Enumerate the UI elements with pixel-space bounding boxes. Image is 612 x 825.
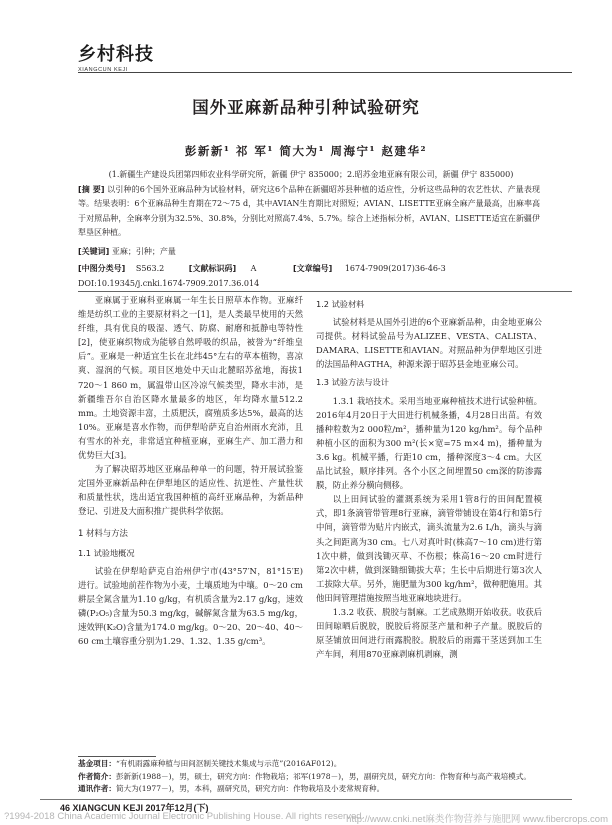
section-1-3-1-paragraph: 1.3.1 栽培技术。采用当地亚麻种植技术进行试验种植。2016年4月20日于大田进行机械条播，4月28日出苗。有效播种粒数为2 000粒/m²，播种量为120 kg/hm²。每个品种种植小区的面积为300 m²(长×宽=75 m×4 m)，播种量为3.6 kg。机械平播，行距10 cm，播种深度3～4 cm。大区品比试验，顺序排列。各个小区之间埋置50 cm深的防渗露膜，防止养分横向侧移。: [316, 395, 542, 491]
classification-line: [78, 262, 540, 276]
section-1-2-paragraph: 试验材料是从国外引进的6个亚麻新品种，由金地亚麻公司提供。材料试验品号为ALIZEE、VESTA、CALISTA、DAMARA、LISETTE和AVIAN。对照品种为伊犁地区引进的法国品种AGTHA，种源来源于昭苏县金地亚麻公司。: [316, 317, 542, 370]
funding-text: “有机雨露麻种植与田间沤制关键技术集成与示范”(2016AF012)。: [115, 759, 342, 768]
clc-value: S563.2: [135, 264, 165, 273]
doc-code-value: A: [250, 264, 257, 273]
abstract-text: 以引种的6个国外亚麻品种为试验材料，研究这6个品种在新疆昭苏县种植的适应性，分析这些品种的农艺性状、产量表现等。结果表明：6个亚麻品种生育期在72～75 d，其中AVIAN生育期比对照短；AVIAN、LISETTE亚麻全麻产量最高，出麻率高于对照品种，全麻率分别为32.5%、30.8%，分别比对照高7.4%、5.7%。综合上述指标分析，AVIAN、LISETTE适宜在新疆伊犁垦区种植。: [78, 185, 540, 237]
section-divider: [78, 291, 572, 292]
page-footer: 46 XIANGCUN KEJI 2017年12月(下): [60, 803, 209, 813]
funding-label: 基金项目：: [78, 759, 116, 768]
section-heading-1: 1 材料与方法: [78, 527, 128, 538]
keywords: [78, 245, 540, 259]
footnotes: [78, 758, 542, 796]
section-heading-1-3: 1.3 试验方法与设计: [316, 377, 389, 388]
intro-paragraph-1: 亚麻属于亚麻科亚麻属一年生长日照草本作物。亚麻纤维是纺织工业的主要原材料之一[1]，是人类最早使用的天然纤维，具有优良的吸湿、透气、防腐、耐磨和抵静电等特性[2]，使亚麻织物成为能够自然呼吸的织品，被誉为“纤维皇后”。亚麻是一种适宜生长在北纬45°左右的草本植物，喜凉爽、湿润的气候。项目区地处中天山北麓昭苏盆地，海拔1 720～1 860 m，属温带山区冷凉气候类型，降水丰沛，是新疆维吾尔自治区降水量最多的地区，年均降水量512.2 mm。土地资源丰富，土质肥沃，腐殖质多达5%，最高的达10%。亚麻是喜水作物，而伊犁哈萨克自治州雨水充沛，且有雪水的补充，非常适宜种植亚麻，亚麻生产、加工潜力和优势巨大[3]。: [78, 295, 303, 461]
corresponding-author-note: [78, 783, 542, 796]
clc-label: [中图分类号]: [78, 264, 126, 273]
watermark-text: http://www.cnki.net麻类作物营养与施肥网 www.fibercrops.com: [346, 814, 608, 825]
copyright-notice: ?1994-2018 China Academic Journal Electronic Publishing House. All rights reserved.: [4, 811, 365, 822]
article-title: 国外亚麻新品种引种试验研究: [192, 98, 420, 117]
abstract: [78, 183, 540, 240]
doc-code-label: [文献标识码]: [188, 264, 237, 273]
section-1-3-1-paragraph-b: 以上田间试验的灌溉系统为采用1管8行的田间配置模式，即1条滴管带管理8行亚麻，滴管带铺设在第4行和第5行中间，滴管带为贴片内嵌式，滴头流量为2.6 L/h，滴头与滴头之间距离为30 cm。七八对真叶时(株高7～10 cm)进行第1次中耕，做到浅锄灭草、不伤根；株高16～20 cm时进行第2次中耕，做到深锄细锄拔大草；生长中后期进行第3次人工拔除大草。另外，施肥量为300 kg/hm²，做种肥施用。其他田间管理措施按照当地亚麻地块进行。: [316, 494, 542, 603]
footnote-rule: [78, 756, 156, 757]
keywords-label: [关键词]: [78, 247, 110, 256]
intro-paragraph-2: 为了解决昭苏地区亚麻品种单一的问题，特开展试验鉴定国外亚麻新品种在伊犁地区的适应性、抗逆性、产量性状和质量性状，选出适宜我国种植的高纤亚麻品种，为新品种登记、引进及大面积推广提供科学依据。: [78, 464, 303, 517]
footer-rule: [40, 799, 572, 800]
abstract-label: [摘 要]: [78, 185, 105, 194]
section-1-1-paragraph: 试验在伊犁哈萨克自治州伊宁市(43°57′N，81°15′E)进行。试验地前茬作物为小麦，土壤质地为中壤。0～20 cm耕层全氮含量为1.10 g/kg，有机质含量为2.17 g/kg，速效磷(P₂O₅)含量为50.3 mg/kg，碱解氮含量为63.5 mg/kg，速效钾(K₂O)含量为174.0 mg/kg。0～20、20～40、40～60 cm土壤容重分别为1.29、1.32、1.35 g/cm³。: [78, 565, 303, 647]
section-heading-1-2: 1.2 试验材料: [316, 299, 365, 309]
corresponding-text: 简大为(1977－)，男，本科，副研究员，研究方向：作物栽培及小麦常规育种。: [115, 784, 385, 794]
funding-note: [78, 758, 542, 771]
author-list: 彭新新¹ 祁 军¹ 简大为¹ 周海宁¹ 赵建华²: [184, 144, 428, 158]
affiliation: (1.新疆生产建设兵团第四师农业科学研究所，新疆 伊宁 835000；2.昭苏金地亚麻有限公司，新疆 伊宁 835000): [108, 170, 514, 179]
logo-subtitle: XIANGCUN KEJI: [78, 67, 128, 73]
author-bio-text: 彭新新(1988－)，男，硕士，研究方向：作物栽培；祁军(1978－)，男，副研究员，研究方向：作物育种与高产栽培模式。: [115, 771, 531, 781]
keywords-text: 亚麻；引种；产量: [111, 247, 176, 256]
article-number-label: [文章编号]: [292, 264, 333, 273]
header-rule: [78, 72, 572, 73]
author-bio-note: [78, 771, 542, 784]
logo-text: 乡村科技: [78, 44, 154, 65]
section-1-3-2-paragraph: 1.3.2 收获、脱胶与制麻。工艺成熟期开始收获。收获后田间晾晒后脱胶，脱胶后将原茎产量和种子产量。脱胶后的原茎铺放田间进行雨露脱胶。脱胶后的雨露干茎送到加工生产车间，利用870亚麻剥麻机剥麻，测: [316, 606, 542, 660]
left-column: [78, 293, 303, 648]
corresponding-label: 通讯作者：: [78, 784, 116, 794]
right-column: [316, 293, 542, 661]
article-number-value: 1674-7909(2017)36-46-3: [344, 264, 446, 273]
doi: DOI:10.19345/j.cnki.1674-7909.2017.36.014: [78, 279, 260, 288]
journal-logo: [78, 40, 158, 76]
author-bio-label: 作者简介：: [78, 771, 116, 781]
section-heading-1-1: 1.1 试验地概况: [78, 547, 135, 558]
